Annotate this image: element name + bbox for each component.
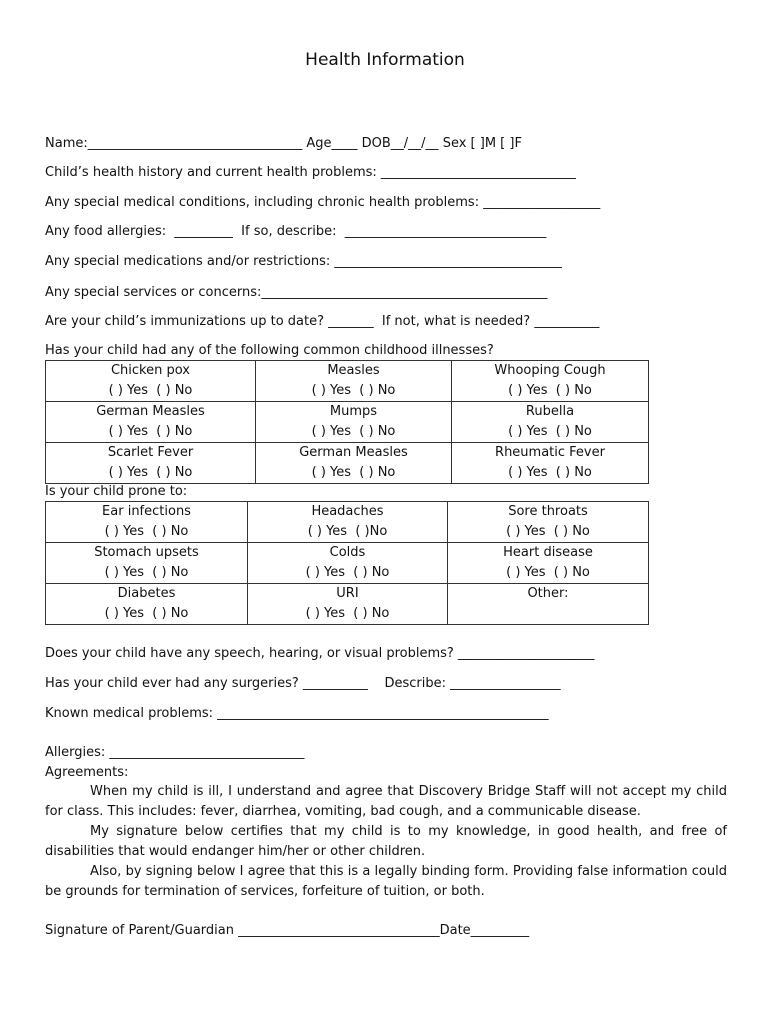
known-problems-field[interactable]: Known medical problems: ___________________________________________________: [45, 706, 549, 721]
illness-name: Scarlet Fever: [107, 445, 194, 460]
illness-name: Chicken pox: [110, 363, 190, 378]
surgeries-field[interactable]: Has your child ever had any surgeries? __________ Describe: _________________: [45, 676, 561, 691]
medications-field[interactable]: Any special medications and/or restrictions: ___________________________________: [45, 254, 562, 269]
prone-cell-stomach-upsets[interactable]: [46, 543, 248, 584]
yes-no-options[interactable]: ( ) Yes ( ) No: [305, 565, 390, 580]
prone-cell-diabetes[interactable]: [46, 584, 248, 625]
special-services-field[interactable]: Any special services or concerns:____________________________________________: [45, 285, 548, 300]
yes-no-options[interactable]: ( ) Yes ( ) No: [311, 424, 396, 439]
condition-name: Sore throats: [508, 504, 588, 519]
prone-cell-ear-infections[interactable]: [46, 502, 248, 543]
yes-no-options[interactable]: ( ) Yes ( ) No: [506, 565, 590, 580]
yes-no-options[interactable]: ( ) Yes ( ) No: [311, 465, 396, 480]
prone-cell-uri[interactable]: [248, 584, 448, 625]
prone-cell-colds[interactable]: [248, 543, 448, 584]
illness-cell-mumps[interactable]: [256, 402, 452, 443]
illness-cell-rubella[interactable]: [452, 402, 649, 443]
signature-date-field[interactable]: Signature of Parent/Guardian _______________________________Date_________: [45, 923, 530, 938]
prone-cell-headaches[interactable]: [248, 502, 448, 543]
illness-cell-whooping-cough[interactable]: [452, 361, 649, 402]
agreement-text-2: My signature below certifies that my child is to my knowledge, in good health, and free of disabilities that would endanger him/her or other children.: [45, 824, 727, 859]
agreement-text-1: When my child is ill, I understand and agree that Discovery Bridge Staff will not accept my child for class. This includes: fever, diarrhea, vomiting, bad cough, and a communicable disease.: [45, 784, 727, 819]
agreement-text-3: Also, by signing below I agree that this is a legally binding form. Providing false information could be grounds for termination of services, forfeiture of tuition, or both.: [45, 864, 727, 899]
illness-cell-chicken-pox[interactable]: [46, 361, 256, 402]
chronic-conditions-field[interactable]: Any special medical conditions, including chronic health problems: __________________: [45, 195, 601, 210]
prone-cell-heart-disease[interactable]: [448, 543, 649, 584]
condition-name: Headaches: [311, 504, 384, 519]
table-row: [46, 502, 649, 543]
illness-name: Measles: [327, 363, 380, 378]
prone-cell-other[interactable]: [448, 584, 649, 625]
yes-no-options[interactable]: ( ) Yes ( ) No: [508, 424, 592, 439]
illness-cell-rheumatic-fever[interactable]: [452, 443, 649, 484]
illness-cell-measles[interactable]: [256, 361, 452, 402]
prone-heading: Is your child prone to:: [45, 484, 188, 499]
illness-cell-german-measles[interactable]: [46, 402, 256, 443]
page-title: Health Information: [305, 50, 465, 70]
agreement-paragraph-1: [45, 782, 727, 822]
yes-no-options[interactable]: ( ) Yes ( ) No: [311, 383, 396, 398]
illness-name: Rubella: [525, 404, 575, 419]
illness-cell-scarlet-fever[interactable]: [46, 443, 256, 484]
yes-no-options[interactable]: ( ) Yes ( )No: [307, 524, 388, 539]
illnesses-table: [45, 360, 649, 484]
condition-name: Other:: [527, 586, 569, 601]
yes-no-options[interactable]: ( ) Yes ( ) No: [108, 465, 193, 480]
condition-name: Diabetes: [117, 586, 176, 601]
condition-name: URI: [336, 586, 359, 601]
illness-name: Mumps: [329, 404, 378, 419]
yes-no-options[interactable]: ( ) Yes ( ) No: [506, 524, 590, 539]
yes-no-options[interactable]: ( ) Yes ( ) No: [104, 606, 189, 621]
prone-table: [45, 501, 649, 625]
yes-no-options[interactable]: ( ) Yes ( ) No: [305, 606, 390, 621]
yes-no-options[interactable]: ( ) Yes ( ) No: [104, 524, 189, 539]
allergies-field[interactable]: Allergies: ______________________________: [45, 745, 305, 760]
illnesses-heading: Has your child had any of the following common childhood illnesses?: [45, 343, 494, 358]
yes-no-options[interactable]: ( ) Yes ( ) No: [104, 565, 189, 580]
table-row: [46, 361, 649, 402]
condition-name: Heart disease: [503, 545, 593, 560]
prone-cell-sore-throats[interactable]: [448, 502, 649, 543]
health-history-field[interactable]: Child’s health history and current health problems: ______________________________: [45, 165, 576, 180]
agreements-label: Agreements:: [45, 765, 129, 780]
table-row: [46, 402, 649, 443]
yes-no-options[interactable]: ( ) Yes ( ) No: [508, 383, 592, 398]
yes-no-options[interactable]: ( ) Yes ( ) No: [508, 465, 592, 480]
yes-no-options[interactable]: ( ) Yes ( ) No: [108, 424, 193, 439]
illness-name: German Measles: [96, 404, 205, 419]
table-row: [46, 443, 649, 484]
condition-name: Ear infections: [102, 504, 191, 519]
immunizations-field[interactable]: Are your child’s immunizations up to date? _______ If not, what is needed? __________: [45, 314, 600, 329]
yes-no-options[interactable]: ( ) Yes ( ) No: [108, 383, 193, 398]
name-age-dob-sex-field[interactable]: Name:_________________________________ Age____ DOB__/__/__ Sex [ ]M [ ]F: [45, 136, 522, 151]
illness-name: German Measles: [299, 445, 408, 460]
food-allergies-field[interactable]: Any food allergies: _________ If so, describe: _______________________________: [45, 224, 547, 239]
illness-name: Whooping Cough: [494, 363, 606, 378]
condition-name: Colds: [329, 545, 366, 560]
table-row: [46, 543, 649, 584]
agreement-paragraph-2: [45, 822, 727, 862]
condition-name: Stomach upsets: [94, 545, 199, 560]
illness-name: Rheumatic Fever: [495, 445, 605, 460]
illness-cell-german-measles-2[interactable]: [256, 443, 452, 484]
table-row: [46, 584, 649, 625]
agreement-paragraph-3: [45, 862, 727, 902]
speech-hearing-field[interactable]: Does your child have any speech, hearing, or visual problems? _____________________: [45, 646, 595, 661]
